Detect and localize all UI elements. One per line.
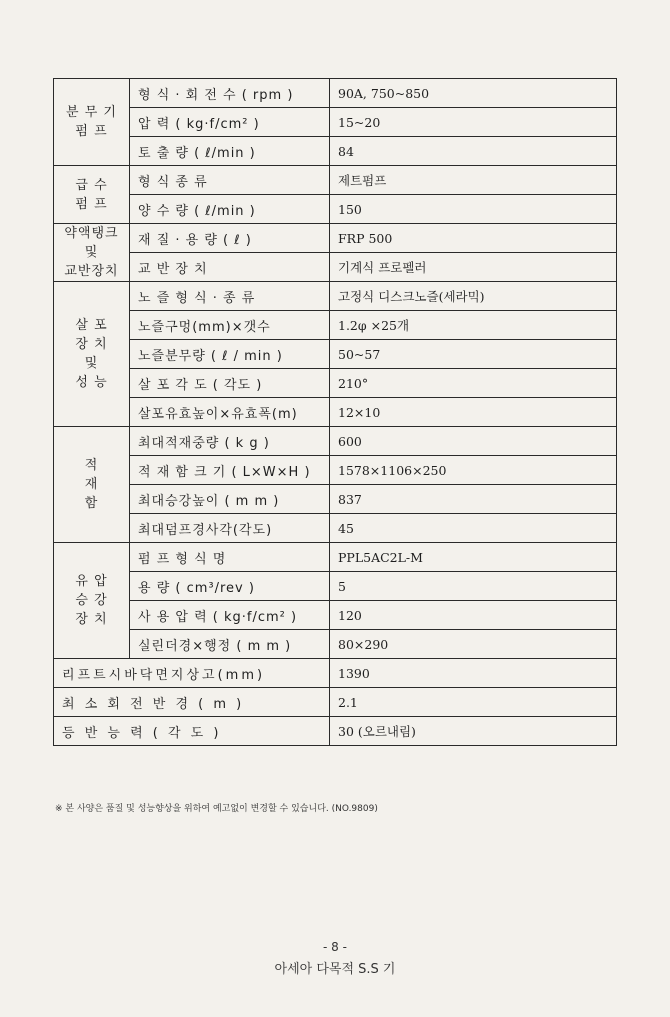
spec-value: 15~20 xyxy=(330,108,617,137)
group-label-line: 살 포 xyxy=(75,318,108,333)
group-label-line: 및 xyxy=(84,356,99,371)
group-label-line: 급 수 xyxy=(75,177,108,193)
group-label-line: 장 치 xyxy=(75,612,108,627)
spec-row xyxy=(54,398,617,427)
spec-item: 형 식 종 류 xyxy=(130,166,330,195)
group-label-line: 교반장치 xyxy=(64,264,119,279)
spec-row xyxy=(54,514,617,543)
spec-row xyxy=(54,137,617,166)
spec-value: 2.1 xyxy=(330,688,617,717)
spec-row-wide xyxy=(54,688,617,717)
spec-item: 실린더경×행정 ( m m ) xyxy=(130,630,330,659)
group-label-line: 재 xyxy=(84,477,99,492)
spec-row xyxy=(54,456,617,485)
spec-row xyxy=(54,369,617,398)
spec-row-wide xyxy=(54,717,617,746)
spec-value: 고정식 디스크노즐(세라믹) xyxy=(330,282,617,311)
spec-item: 리프트시바닥면지상고(mm) xyxy=(54,659,330,688)
group-label-line: 성 능 xyxy=(75,375,108,390)
spec-value: 90A, 750~850 xyxy=(330,79,617,108)
group-label-line: 적 xyxy=(84,458,99,473)
spec-value: 50~57 xyxy=(330,340,617,369)
spec-item: 최대덤프경사각(각도) xyxy=(130,514,330,543)
spec-value: 5 xyxy=(330,572,617,601)
spec-item: 노즐구멍(mm)×갯수 xyxy=(130,311,330,340)
spec-table-body xyxy=(54,79,617,746)
spec-item: 최대적재중량 ( k g ) xyxy=(130,427,330,456)
group-label xyxy=(54,282,130,427)
group-label xyxy=(54,166,130,224)
spec-value: 1390 xyxy=(330,659,617,688)
spec-item: 재 질 · 용 량 ( ℓ ) xyxy=(130,224,330,253)
spec-item: 적 재 함 크 기 ( L×W×H ) xyxy=(130,456,330,485)
spec-item: 등 반 능 력 ( 각 도 ) xyxy=(54,717,330,746)
spec-item: 토 출 량 ( ℓ/min ) xyxy=(130,137,330,166)
footer-title: 아세아 다목적 S.S 기 xyxy=(274,962,396,977)
spec-row xyxy=(54,282,617,311)
group-label-line: 장 치 xyxy=(75,337,108,352)
spec-value: PPL5AC2L-M xyxy=(330,543,617,572)
spec-item: 노즐분무량 ( ℓ / min ) xyxy=(130,340,330,369)
spec-value: 30 (오르내림) xyxy=(330,717,617,746)
spec-item: 노 즐 형 식 · 종 류 xyxy=(130,282,330,311)
spec-value: FRP 500 xyxy=(330,224,617,253)
group-label-line: 분 무 기 xyxy=(66,105,117,120)
group-label-line: 함 xyxy=(84,496,99,511)
spec-row xyxy=(54,253,617,282)
footnote: ※ 본 사양은 품질 및 성능향상을 위하여 예고없이 변경할 수 있습니다. (NO.9809) xyxy=(55,804,378,814)
spec-value: 80×290 xyxy=(330,630,617,659)
spec-item: 사 용 압 력 ( kg·f/cm² ) xyxy=(130,601,330,630)
group-label-line: 약액탱크 xyxy=(64,226,119,241)
spec-row xyxy=(54,543,617,572)
spec-item: 형 식 · 회 전 수 ( rpm ) xyxy=(130,79,330,108)
group-label xyxy=(54,224,130,282)
group-label-line: 펌 프 xyxy=(75,124,108,139)
spec-value: 210° xyxy=(330,369,617,398)
spec-row xyxy=(54,572,617,601)
spec-row xyxy=(54,485,617,514)
spec-item: 용 량 ( cm³/rev ) xyxy=(130,572,330,601)
spec-row xyxy=(54,166,617,195)
spec-item: 최대승강높이 ( m m ) xyxy=(130,485,330,514)
group-label-line: 유 압 xyxy=(75,574,108,589)
group-label-line: 승 강 xyxy=(75,593,108,608)
spec-value: 기계식 프로펠러 xyxy=(330,253,617,282)
group-label-line: 펌 프 xyxy=(75,196,108,212)
spec-row xyxy=(54,79,617,108)
spec-row xyxy=(54,108,617,137)
spec-row xyxy=(54,311,617,340)
spec-item: 최 소 회 전 반 경 ( m ) xyxy=(54,688,330,717)
spec-value: 84 xyxy=(330,137,617,166)
spec-item: 압 력 ( kg·f/cm² ) xyxy=(130,108,330,137)
page-number: - 8 - xyxy=(323,940,347,954)
spec-item: 교 반 장 치 xyxy=(130,253,330,282)
spec-row xyxy=(54,427,617,456)
group-label xyxy=(54,543,130,659)
spec-value: 150 xyxy=(330,195,617,224)
spec-row xyxy=(54,601,617,630)
spec-value: 837 xyxy=(330,485,617,514)
spec-value: 120 xyxy=(330,601,617,630)
spec-item: 펌 프 형 식 명 xyxy=(130,543,330,572)
spec-row xyxy=(54,340,617,369)
group-label xyxy=(54,79,130,166)
spec-value: 제트펌프 xyxy=(330,166,617,195)
spec-item: 살포유효높이×유효폭(m) xyxy=(130,398,330,427)
spec-row xyxy=(54,630,617,659)
spec-item: 양 수 량 ( ℓ/min ) xyxy=(130,195,330,224)
spec-value: 1578×1106×250 xyxy=(330,456,617,485)
spec-row xyxy=(54,195,617,224)
group-label-line: 및 xyxy=(84,245,99,260)
spec-row xyxy=(54,224,617,253)
spec-value: 12×10 xyxy=(330,398,617,427)
group-label xyxy=(54,427,130,543)
spec-value: 1.2φ ×25개 xyxy=(330,311,617,340)
spec-item: 살 포 각 도 ( 각도 ) xyxy=(130,369,330,398)
spec-row-wide xyxy=(54,659,617,688)
spec-value: 600 xyxy=(330,427,617,456)
spec-table xyxy=(53,78,617,746)
spec-value: 45 xyxy=(330,514,617,543)
